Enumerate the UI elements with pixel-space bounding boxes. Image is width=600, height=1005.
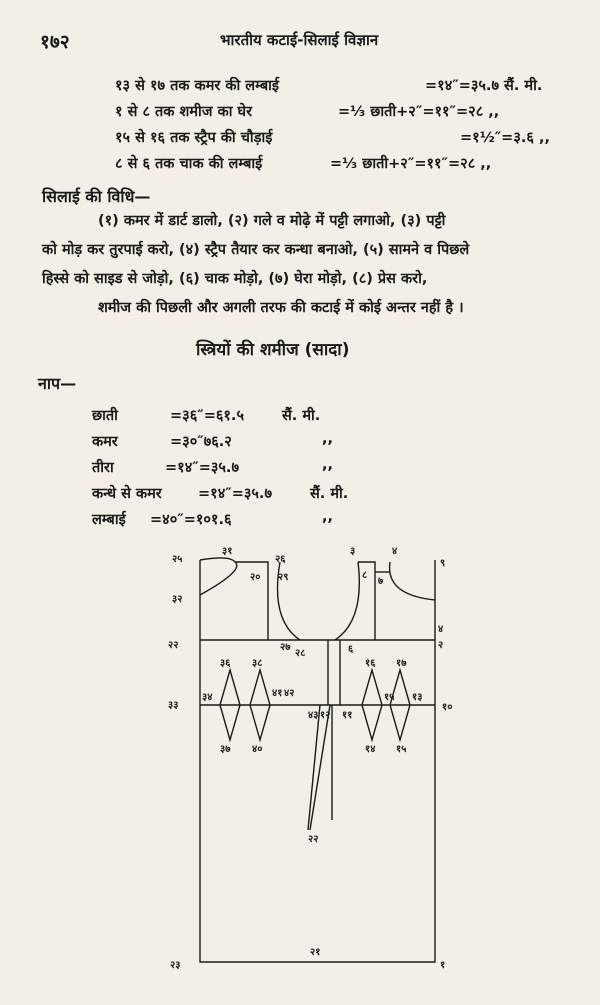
pattern-label: ४२ <box>284 688 295 699</box>
measurement-name: तीरा <box>92 460 114 476</box>
pattern-label: १५ <box>396 744 407 755</box>
page-header <box>40 28 560 52</box>
pattern-drawing <box>160 540 460 980</box>
pattern-label: २५ <box>172 554 183 565</box>
pattern-label: ९ <box>440 558 446 569</box>
pattern-label: २२ <box>168 640 179 651</box>
pattern-label: ४० <box>252 744 263 755</box>
pattern-label: ३७ <box>220 744 231 755</box>
pattern-label: ३ <box>350 546 356 557</box>
measure-line-value: =१४″=३५.७ सैं. मी. <box>425 78 543 94</box>
measure-line-label: १ से ८ तक शमीज का घेर <box>115 104 253 120</box>
pattern-label: २८ <box>295 648 306 659</box>
running-title: भारतीय कटाई-सिलाई विज्ञान <box>220 31 379 49</box>
measure-line-value: =⅓ छाती+२″=११″=२८ ,, <box>330 156 492 172</box>
front-neck-curve <box>390 562 435 600</box>
measure-line-label: १३ से १७ तक कमर की लम्बाई <box>115 78 279 94</box>
pattern-label: १ <box>440 960 446 971</box>
measurement-value: =१४″=३५.७ <box>165 460 239 476</box>
front-armhole <box>335 562 359 640</box>
back-neck-curve <box>200 562 237 595</box>
method-line: हिस्से को साइड से जोड़ो, (६) चाक मोड़ो, (७) घेरा मोड़ो, (८) प्रेस करो, <box>42 271 428 287</box>
pattern-label: १७ <box>396 658 407 669</box>
measurement-value: =३०″७६.२ <box>170 434 232 450</box>
measurement-name: कन्धे से कमर <box>92 486 162 502</box>
pattern-label: २३ <box>170 960 181 971</box>
pattern-label: ३१ <box>222 546 233 557</box>
measurement-unit: ,, <box>322 509 334 525</box>
pattern-label: ११ <box>342 710 353 721</box>
pattern-label: ३८ <box>252 658 263 669</box>
pattern-label: २१ <box>310 947 321 958</box>
pattern-label: ८ <box>362 570 368 581</box>
measurement-name: कमर <box>92 434 118 450</box>
measurement-unit: ,, <box>322 431 334 447</box>
method-line: (१) कमर में डार्ट डालो, (२) गले व मोढ़े में पट्टी लगाओ, (३) पट्टी <box>98 213 446 229</box>
slit-line <box>308 705 320 830</box>
pattern-label: २६ <box>275 554 286 565</box>
chemise-pattern-diagram <box>160 540 460 980</box>
pattern-label: १२ <box>320 710 331 721</box>
pattern-label: ४ <box>438 624 444 635</box>
pattern-label: १६ <box>365 658 376 669</box>
pattern-label: १४ <box>365 744 376 755</box>
pattern-label: ७ <box>378 576 384 587</box>
pattern-label: ३२ <box>172 594 183 605</box>
measurement-value: =१४″=३५.७ <box>198 486 272 502</box>
pattern-label: २९ <box>278 572 289 583</box>
pattern-label: ६ <box>348 644 354 655</box>
measurement-value: =३६″=६१.५ <box>170 408 244 424</box>
measure-line-value: =⅓ छाती+२″=११″=२८ ,, <box>338 104 500 120</box>
measurement-unit: ,, <box>322 457 334 473</box>
pattern-outline <box>200 560 435 962</box>
back-neck-top <box>200 558 235 562</box>
measurement-unit: सैं. मी. <box>310 486 349 502</box>
section-title: स्त्रियों की शमीज (सादा) <box>196 340 350 360</box>
pattern-label: १५ <box>384 692 395 703</box>
pattern-label: २७ <box>280 642 291 653</box>
pattern-label: ३४ <box>202 692 213 703</box>
pattern-label: २० <box>250 572 261 583</box>
pattern-label: २२ <box>308 834 319 845</box>
measurement-value: =४०″=१०१.६ <box>150 512 232 528</box>
method-heading: सिलाई की विधि— <box>42 187 151 206</box>
measurement-name: छाती <box>92 408 118 424</box>
measurement-unit: सैं. मी. <box>282 408 321 424</box>
pattern-label: ३६ <box>220 658 231 669</box>
pattern-label: ४ <box>392 546 398 557</box>
pattern-label: ४१ <box>272 688 283 699</box>
method-line: शमीज की पिछली और अगली तरफ की कटाई में कोई अन्तर नहीं है । <box>98 300 464 316</box>
measure-line-label: १५ से १६ तक स्ट्रैप की चौड़ाई <box>115 130 273 146</box>
page-number: १७२ <box>40 31 70 53</box>
pattern-label: २ <box>438 640 444 651</box>
slit-line-2 <box>310 705 330 830</box>
measure-line-value: =१½″=३.६ ,, <box>460 130 550 146</box>
measurements-heading: नाप— <box>38 374 77 393</box>
measure-line-label: ८ से ६ तक चाक की लम्बाई <box>115 156 263 172</box>
pattern-label: ३३ <box>168 700 179 711</box>
method-line: को मोड़ कर तुरपाई करो, (४) स्ट्रैप तैयार कर कन्धा बनाओ, (५) सामने व पिछले <box>42 242 470 258</box>
pattern-label: १० <box>442 702 453 713</box>
pattern-label: १३ <box>412 692 423 703</box>
pattern-label: ४३ <box>308 710 319 721</box>
measurement-name: लम्बाई <box>92 512 126 528</box>
